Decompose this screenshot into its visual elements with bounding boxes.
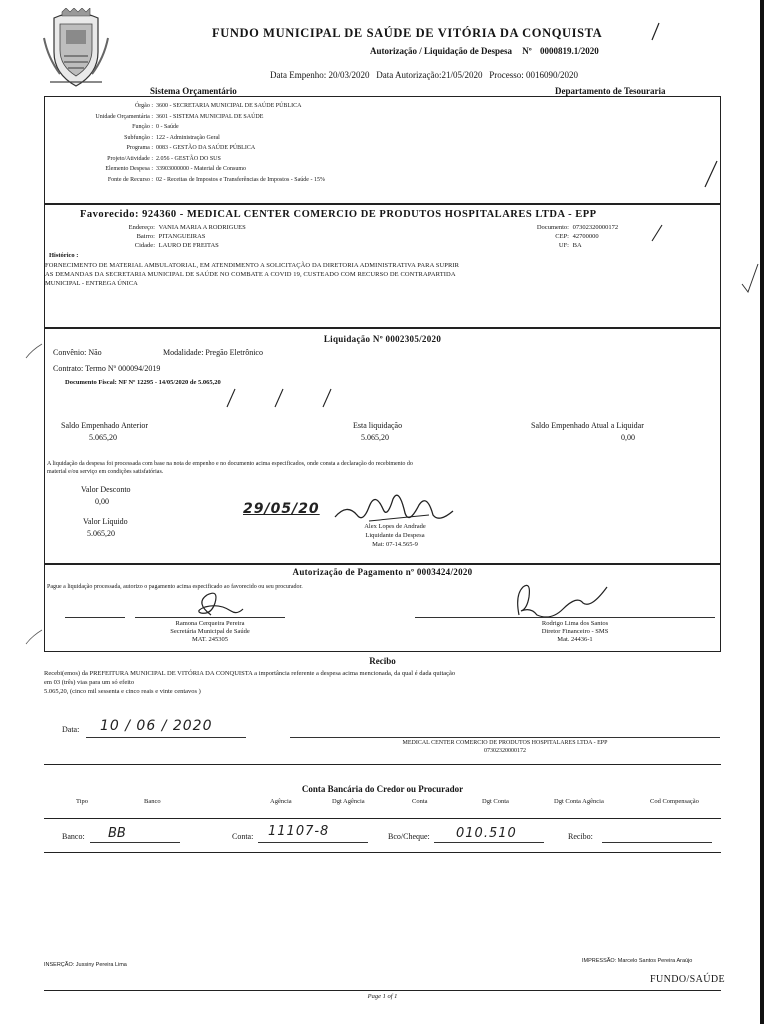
system-label: Sistema Orçamentário <box>150 86 237 96</box>
cep-row <box>515 233 599 240</box>
sig2-name: Rodrigo Lima dos Santos <box>541 620 609 627</box>
budget-value: 2.056 - GESTÃO DO SUS <box>156 155 221 162</box>
budget-row <box>45 164 720 175</box>
esta-liquidacao-value: 5.065,20 <box>361 433 389 442</box>
budget-value: 3600 - SECRETARIA MUNICIPAL DE SAÚDE PÚBLICA <box>156 103 302 109</box>
budget-label: Projeto/Atividade : <box>107 155 153 162</box>
conta-top-divider <box>44 764 721 765</box>
scan-margin-marks <box>24 340 44 660</box>
subtitle-prefix: Autorização / Liquidação de Despesa <box>370 46 513 56</box>
liquidacao-section <box>44 328 721 564</box>
conta-title: Conta Bancária do Credor ou Procurador <box>301 784 464 794</box>
header-dgt-agencia: Dgt Agência <box>332 798 365 805</box>
recibo-line-1: Recebi(emos) da PREFEITURA MUNICIPAL DE VITÓRIA DA CONQUISTA a importância referente a despesa acima mencionada, da qual é dada quitação <box>44 670 456 677</box>
budget-value: 3601 - SISTEMA MUNICIPAL DE SAÚDE <box>156 113 264 120</box>
endereco-value: VANIA MARIA A RODRIGUES <box>158 224 246 231</box>
budget-row <box>45 175 720 186</box>
sig2-role: Diretor Financeiro - SMS <box>541 628 609 635</box>
liquidante-name: Alex Lopes de Andrade <box>364 523 426 530</box>
historico-line-1: FORNECIMENTO DE MATERIAL AMBULATORIAL, EM ATENDIMENTO A SOLICITAÇÃO DA DIRETORIA ADMINISTRATIVA PARA SUPRIR <box>45 262 460 269</box>
footer-divider <box>44 990 721 991</box>
recibo-payee-doc: 07302320000172 <box>484 748 526 754</box>
cep-value: 42700000 <box>572 233 599 240</box>
valor-desconto-value: 0,00 <box>95 497 109 506</box>
bairro-value: PITANGUEIRAS <box>158 233 206 240</box>
liquidante-role: Liquidante da Despesa <box>365 532 425 539</box>
saldo-anterior-value: 5.065,20 <box>89 433 117 442</box>
sig1-line-center <box>135 617 285 618</box>
doc-number-label: Nº <box>522 46 532 56</box>
liquidacao-title: Liquidação Nº 0002305/2020 <box>323 334 442 344</box>
recibo-line-2: em 03 (três) vias para um só efeito <box>44 679 135 686</box>
header-tipo: Tipo <box>76 798 89 805</box>
conta-mid-divider <box>44 818 721 819</box>
diretor-signature <box>511 581 611 621</box>
uf-value: BA <box>572 242 582 249</box>
subtitle-line <box>370 46 599 56</box>
header-banco: Banco <box>144 798 161 805</box>
endereco-label: Endereço: <box>128 224 155 231</box>
budget-value: 33903000000 - Material de Consumo <box>156 166 246 172</box>
valor-liquido-value: 5.065,20 <box>87 529 115 538</box>
favorecido-section <box>44 204 721 328</box>
recibo-handwritten-date: 10 / 06 / 2020 <box>100 718 213 734</box>
budget-row <box>45 154 720 165</box>
header-dgt-conta: Dgt Conta <box>482 798 509 805</box>
fundo-saude: FUNDO/SAÚDE <box>650 974 725 985</box>
uf-row <box>515 242 582 249</box>
modalidade: Modalidade: Pregão Eletrônico <box>163 348 263 357</box>
sig1-role: Secretária Municipal de Saúde <box>170 628 250 635</box>
budget-label: Subfunção : <box>124 134 153 141</box>
budget-label: Programa : <box>126 145 153 151</box>
bairro-label: Bairro: <box>136 233 155 240</box>
cidade-row <box>115 242 219 249</box>
conta-headers <box>44 798 721 808</box>
banco-line <box>90 842 180 843</box>
margin-check-mark <box>740 262 760 296</box>
conta-label: Conta: <box>232 832 254 841</box>
coat-of-arms-logo <box>40 8 112 90</box>
budget-list <box>45 101 720 185</box>
sig1-line <box>65 617 125 618</box>
budget-label: Elemento Despesa : <box>105 166 153 172</box>
historico-label: Histórico : <box>49 252 79 259</box>
historico-line-3: MUNICIPAL - ENTREGA ÚNICA <box>45 280 138 287</box>
banco-value: BB <box>108 826 126 841</box>
bco-line <box>434 842 544 843</box>
autorizacao-title: Autorização de Pagamento nº 0003424/2020 <box>292 567 473 577</box>
header-cod-compensacao: Cod Compensação <box>650 798 699 805</box>
valor-desconto-label: Valor Desconto <box>81 485 131 494</box>
documento-label: Documento: <box>536 224 569 231</box>
banco-label: Banco: <box>62 832 85 841</box>
bco-value: 010.510 <box>456 826 517 841</box>
budget-row <box>45 122 720 133</box>
budget-section <box>44 96 721 204</box>
budget-value: 02 - Receitas de Impostos e Transferências de Impostos - Saúde - 15% <box>156 176 325 183</box>
autorizacao-section <box>44 564 721 652</box>
declaracao-line-2: material e/ou serviço em condições satisfatórias. <box>47 469 164 475</box>
endereco-row <box>115 224 246 231</box>
historico-line-2: AS DEMANDAS DA SECRETARIA MUNICIPAL DE SAÚDE NO COMBATE A COVID 19, CUSTEADO COM RECURSO DE CONTRAPARTIDA <box>45 271 456 278</box>
bairro-row <box>115 233 205 240</box>
sig2-line <box>415 617 715 618</box>
check-marks <box>225 387 345 409</box>
valor-liquido-label: Valor Líquido <box>83 517 128 526</box>
header-dgt-conta-agencia: Dgt Conta Agência <box>554 798 604 805</box>
conta-line <box>258 842 368 843</box>
declaracao-line-1: A liquidação da despesa foi processada com base na nota de empenho e no documento acima especificados, onde consta a declaração do recebimento do <box>47 461 413 467</box>
esta-liquidacao-label: Esta liquidação <box>353 421 403 430</box>
saldo-anterior-label: Saldo Empenhado Anterior <box>61 421 149 430</box>
doc-number: 0000819.1/2020 <box>540 46 599 56</box>
documento-check-mark <box>649 223 665 243</box>
header-conta: Conta <box>412 798 428 805</box>
convenio: Convênio: Não <box>53 348 102 357</box>
sig1-name: Ramona Cerqueira Pereira <box>175 620 245 627</box>
uf-label: UF: <box>558 242 569 249</box>
budget-label: Função : <box>132 124 153 130</box>
budget-label: Fonte de Recurso : <box>107 176 153 183</box>
recibo-data-label: Data: <box>62 725 80 734</box>
bco-label: Bco/Cheque: <box>388 832 430 841</box>
document-title: FUNDO MUNICIPAL DE SAÚDE DE VITÓRIA DA CONQUISTA <box>212 26 603 40</box>
recibo-payee: MEDICAL CENTER COMERCIO DE PRODUTOS HOSPITALARES LTDA - EPP <box>402 740 608 746</box>
department-label: Departamento de Tesouraria <box>555 86 666 96</box>
sig2-mat: Mat. 24436-1 <box>557 636 593 643</box>
budget-value: 0 - Saúde <box>156 124 179 130</box>
liquidante-mat: Mat: 07-14.565-9 <box>372 541 418 548</box>
budget-value: 0083 - GESTÃO DA SAÚDE PÚBLICA <box>156 145 256 151</box>
documento-row <box>515 224 618 231</box>
insercao: INSERÇÃO: Jussiny Pereira Lima <box>44 962 127 968</box>
saldo-atual-label: Saldo Empenhado Atual a Liquidar <box>531 421 644 430</box>
recibo-date-line <box>86 737 246 738</box>
impressao: IMPRESSÃO: Marcelo Santos Pereira Araújo <box>582 958 693 964</box>
budget-value: 122 - Administração Geral <box>156 134 220 141</box>
budget-row <box>45 101 720 112</box>
documento-fiscal: Documento Fiscal: NF Nº 12295 - 14/05/2020 de 5.065,20 <box>65 379 221 386</box>
budget-row <box>45 112 720 123</box>
cidade-label: Cidade: <box>134 242 155 249</box>
contrato: Contrato: Termo Nº 000094/2019 <box>53 364 161 373</box>
conta-value: 11107-8 <box>268 824 330 839</box>
title-slash-mark <box>650 22 660 42</box>
page-number: Page 1 of 1 <box>367 993 398 1000</box>
autorizacao-text: Pague a liquidação processada, autorizo o pagamento acima especificado ao favorecido ou seu procurador. <box>47 584 303 590</box>
sig1-mat: MAT. 245305 <box>192 636 228 643</box>
cep-label: CEP: <box>555 233 569 240</box>
favorecido-line: Favorecido: 924360 - MEDICAL CENTER COMERCIO DE PRODUTOS HOSPITALARES LTDA - EPP <box>80 209 597 220</box>
documento-value: 07302320000172 <box>572 224 619 231</box>
handwritten-liquidacao-date: 29/05/20 <box>243 501 320 517</box>
recibo-field-label: Recibo: <box>568 832 593 841</box>
recibo-field-line <box>602 842 712 843</box>
budget-label: Unidade Orçamentária : <box>95 113 153 120</box>
budget-row <box>45 133 720 144</box>
budget-label: Órgão : <box>134 103 153 109</box>
budget-row <box>45 143 720 154</box>
header-agencia: Agência <box>270 798 292 805</box>
recibo-payee-line <box>290 737 720 738</box>
dates-line: Data Empenho: 20/03/2020 Data Autorização:21/05/2020 Processo: 0016090/2020 <box>270 70 578 80</box>
budget-check-mark <box>700 159 720 189</box>
recibo-line-3: 5.065,20, (cinco mil sessenta e cinco reais e vinte centavos ) <box>44 688 201 695</box>
conta-bottom-divider <box>44 852 721 853</box>
recibo-title: Recibo <box>369 656 396 666</box>
cidade-value: LAURO DE FREITAS <box>158 242 219 249</box>
saldo-atual-value: 0,00 <box>621 433 635 442</box>
scan-edge-bar <box>760 0 764 1024</box>
